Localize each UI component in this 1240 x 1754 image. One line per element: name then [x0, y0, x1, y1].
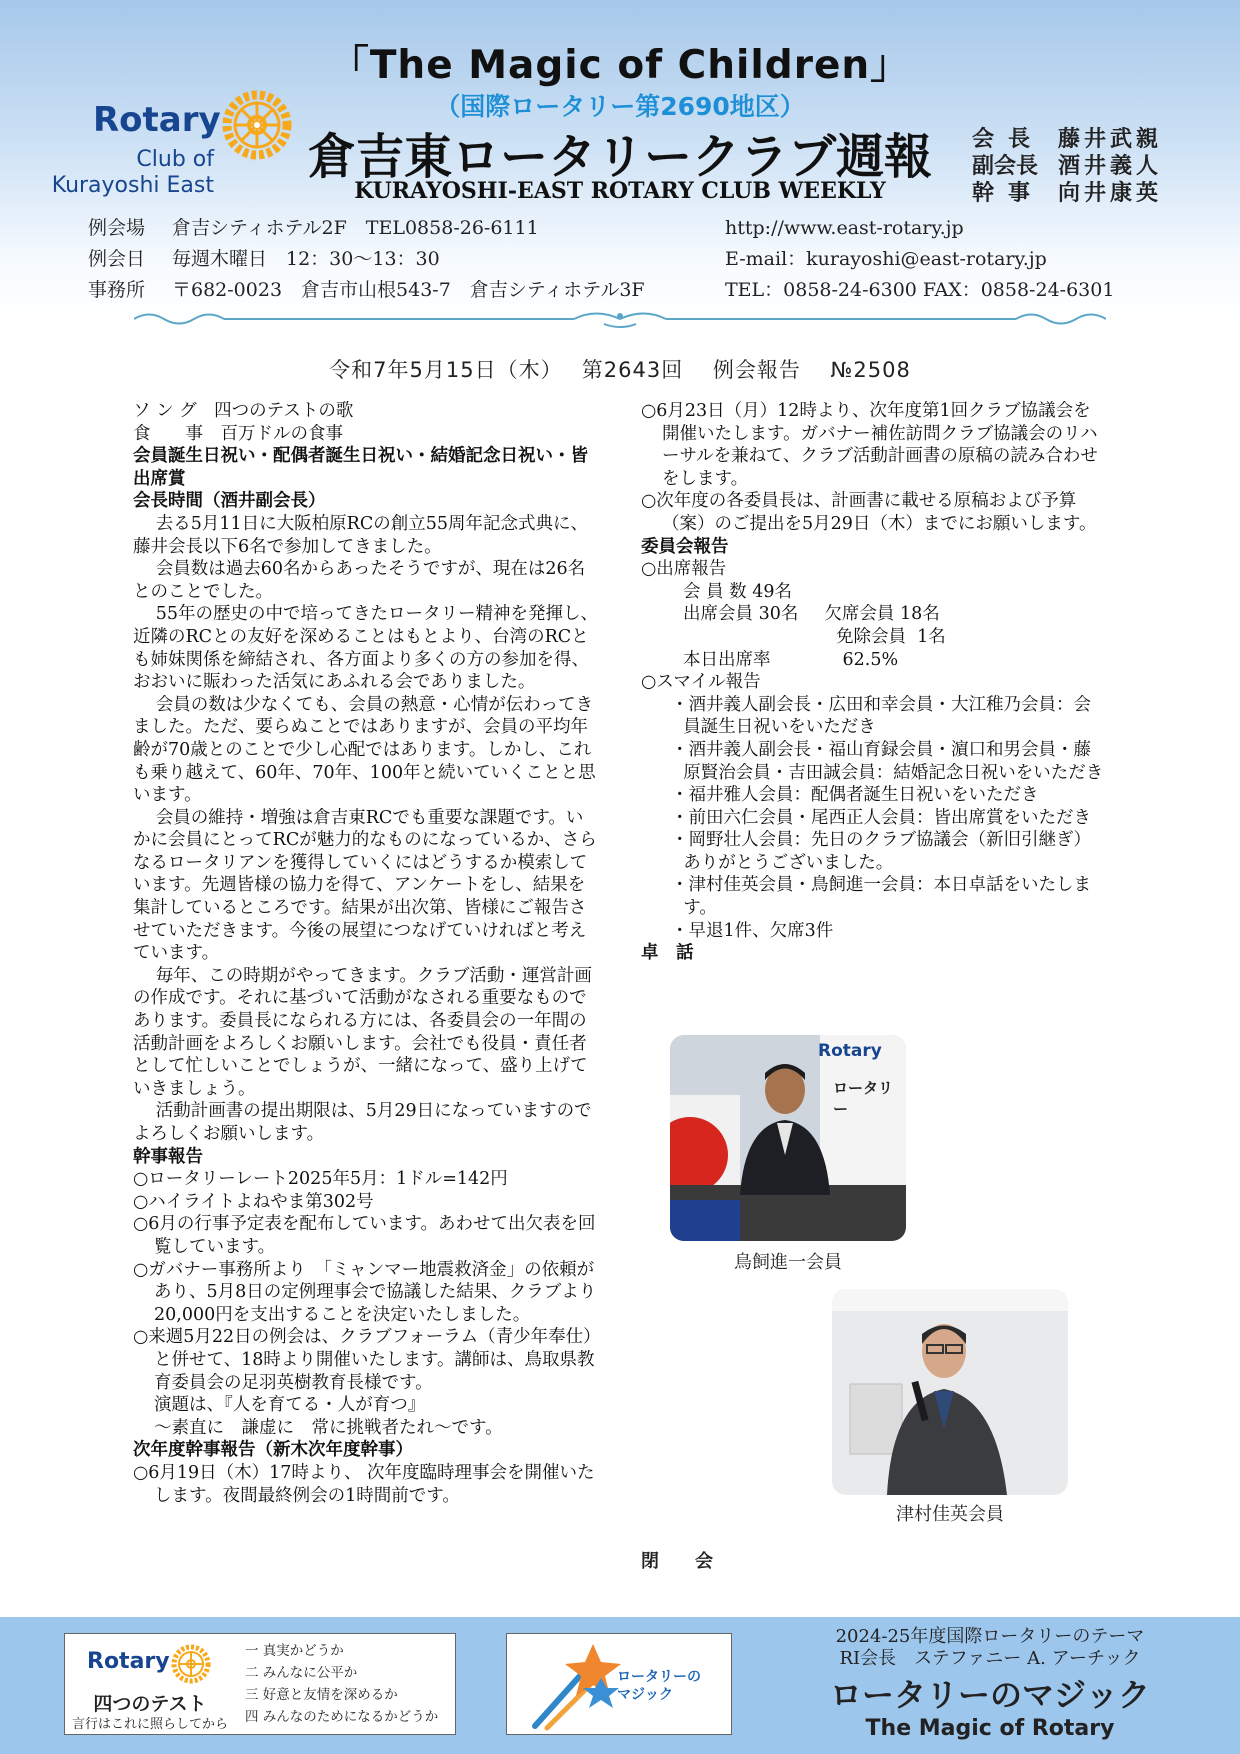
speaker-2-illustration — [832, 1289, 1068, 1495]
four-way-item: 三 好意と友情を深めるか — [245, 1687, 398, 1703]
absent-label: 欠席会員 — [824, 604, 895, 625]
four-way-item: 一 真実かどうか — [245, 1643, 344, 1659]
paragraph: 会員数は過去60名からあったそうですが、現在は26名とのことでした。 — [133, 559, 586, 602]
officer-row — [972, 180, 1162, 207]
meal-line: 食 事 百万ドルの食事 — [133, 423, 343, 444]
club-line1: Club of — [136, 147, 214, 172]
section-heading: 幹事報告 — [133, 1146, 203, 1167]
four-way-item: 四 みんなのためになるかどうか — [245, 1709, 439, 1725]
phone-fax: TEL：0858-24-6300 FAX：0858-24-6301 — [725, 279, 1115, 301]
four-way-item: 二 みんなに公平か — [245, 1665, 358, 1681]
left-column — [133, 400, 599, 1507]
slogan: 「The Magic of Children」 — [329, 43, 911, 88]
theme-title-jp: ロータリーのマジック — [829, 1676, 1150, 1714]
present-label: 出席会員 — [683, 604, 753, 625]
closing: 閉 会 — [641, 1551, 713, 1572]
officer-role: 会長 — [972, 126, 1045, 152]
theme-line: 2024-25年度国際ロータリーのテーマ — [835, 1626, 1145, 1647]
song-line: ソ ン グ 四つのテストの歌 — [133, 401, 354, 421]
list-item-continuation: ～素直に 謙虚に 常に挑戦者たれ～です。 — [154, 1417, 503, 1438]
list-item: ○来週5月22日の例会は、クラブフォーラム（青少年奉仕）と併せて、18時より開催いたします。講師は、鳥取県教育委員会の足羽英樹教育長様です。 — [133, 1327, 595, 1393]
officer-role: 副会長 — [972, 153, 1039, 179]
meeting-line: 令和7年5月15日（木） 第2643回 例会報告 №2508 — [329, 358, 911, 382]
info-row — [88, 244, 645, 275]
info-value: 倉吉シティホテル2F TEL0858-26-6111 — [172, 217, 539, 239]
info-label: 例会日 — [88, 248, 146, 270]
attendance-row — [683, 581, 1107, 604]
magic-logo-text — [617, 1668, 701, 1704]
four-way-subtitle: 言行はこれに照らしてから — [71, 1717, 228, 1732]
contact-info — [725, 213, 1114, 306]
members-label: 会 員 数 — [683, 581, 747, 602]
magic-logo-line: ロータリーの — [617, 1669, 701, 1685]
officer-name: 藤井武親 — [1058, 126, 1163, 152]
rotary-wheel-small-icon — [169, 1642, 213, 1686]
smile-list — [641, 694, 1107, 943]
paragraph: 会員の数は少なくても、会員の熱意・心情が伝わってきました。ただ、要らぬことではありますが、会員の平均年齢が70歳とのことで少し心配ではあります。しかし、これも乗り越えて、60年、70年、100年と続いていくことと思います。 — [133, 694, 596, 806]
present-value: 30名 — [758, 604, 799, 625]
officer-role: 幹事 — [972, 180, 1045, 206]
exempt-label: 免除会員 — [836, 626, 906, 647]
list-item: ○6月の行事予定表を配布しています。あわせて出欠表を回覧しています。 — [133, 1214, 596, 1257]
list-item: ○6月19日（木）17時より、 次年度臨時理事会を開催いたします。夜間最終例会の1時間前です。 — [133, 1462, 595, 1506]
club-name-logo — [40, 147, 214, 199]
speaker-photo-2 — [832, 1289, 1068, 1495]
ri-president: RI会長 ステファニー A. アーチック — [839, 1648, 1141, 1669]
list-item: ・津村佳英会員・鳥飼進一会員：本日卓話をいたします。 — [671, 875, 1091, 919]
smile-heading: ○スマイル報告 — [641, 672, 761, 693]
theme-title-en: The Magic of Rotary — [865, 1716, 1115, 1741]
rate-label: 本日出席率 — [683, 649, 771, 670]
list-item: ○ガバナー事務所より 「ミャンマー地震救済金」の依頼があり、5月8日の定例理事会で協議した結果、クラブより20,000円を支出することを決定いたしました。 — [133, 1259, 597, 1325]
rotary-wheel-icon — [218, 86, 296, 164]
page-subtitle: KURAYOSHI-EAST ROTARY CLUB WEEKLY — [354, 178, 886, 204]
paragraph: 55年の歴史の中で培ってきたロータリー精神を発揮し、近隣のRCとの友好を深めることはもとより、台湾のRCとも姉妹関係を締結され、各方面より多くの方の参加を得、おおいに賑わった活気にあふれる会でありました。 — [133, 604, 599, 693]
info-label: 例会場 — [88, 217, 146, 239]
section-heading: 卓 話 — [641, 943, 694, 964]
photo-sign-text: Rotary — [818, 1041, 882, 1061]
section-heading: 委員会報告 — [641, 536, 729, 557]
officer-name: 酒井義人 — [1058, 153, 1163, 179]
info-value: 毎週木曜日 12：30～13：30 — [172, 248, 440, 270]
rate-value: 62.5% — [842, 649, 899, 670]
info-label: 事務所 — [88, 279, 146, 301]
photo-caption: 鳥飼進一会員 — [734, 1252, 842, 1273]
list-item: ・岡野壮人会員：先日のクラブ協議会（新旧引継ぎ）ありがとうございました。 — [671, 830, 1091, 873]
list-item: ・福井雅人会員：配偶者誕生日祝いをいただき — [671, 785, 1039, 806]
attendance-row — [683, 649, 1107, 672]
paragraph: 会員の維持・増強は倉吉東RCでも重要な課題です。いかに会員にとってRCが魅力的なものになっているか、さらなるロータリアンを獲得していくにはどうするか模索しています。先週皆様の協力を得て、アンケートをし、結果を集計しているところです。結果が出次第、皆様にご報告させていただきます。今後の展望につなげていければと考えています。 — [133, 807, 597, 964]
absent-value: 18名 — [899, 604, 940, 625]
section-heading: 会員誕生日祝い・配偶者誕生日祝い・結婚記念日祝い・皆出席賞 — [133, 446, 588, 489]
ri-theme — [790, 1626, 1190, 1742]
magic-logo-line: マジック — [617, 1687, 673, 1703]
exempt-value: 1名 — [917, 626, 946, 647]
info-value: 〒682-0023 倉吉市山根543-7 倉吉シティホテル3F — [172, 279, 645, 301]
list-item: ○次年度の各委員長は、計画書に載せる原稿および予算（案）のご提出を5月29日（木）までにお願いします。 — [641, 491, 1097, 534]
four-way-items — [245, 1640, 438, 1728]
speaker-photo-1 — [670, 1035, 906, 1241]
district: （国際ロータリー第2690地区） — [435, 92, 805, 121]
attendance-row — [683, 626, 1107, 649]
list-item: ○6月23日（月）12時より、次年度第1回クラブ協議会を開催いたします。ガバナー補佐訪問クラブ協議会のリハーサルを兼ねて、クラブ活動計画書の原稿の読み合わせをします。 — [641, 401, 1098, 489]
club-line2: Kurayoshi East — [51, 173, 214, 198]
section-heading: 会長時間（酒井副会長） — [133, 491, 326, 512]
officers-list — [972, 126, 1162, 207]
list-item: ○ハイライトよねやま第302号 — [133, 1191, 374, 1212]
list-item-continuation: 演題は、『人を育てる・人が育つ』 — [154, 1395, 426, 1416]
ornament-divider — [134, 308, 1106, 330]
meeting-info — [88, 213, 645, 306]
list-item: ・早退1件、欠席3件 — [671, 920, 834, 941]
email-link[interactable]: E-mail：kurayoshi@east-rotary.jp — [725, 248, 1047, 270]
list-item: ・前田六仁会員・尾西正人会員：皆出席賞をいただき — [671, 807, 1091, 828]
website-link[interactable]: http://www.east-rotary.jp — [725, 217, 964, 239]
attendance-table — [641, 581, 1107, 671]
section-heading: 次年度幹事報告（新木次年度幹事） — [133, 1440, 413, 1461]
page-title: 倉吉東ロータリークラブ週報 — [307, 129, 932, 185]
photo-caption: 津村佳英会員 — [896, 1504, 1004, 1525]
rotary-wordmark-small: Rotary — [87, 1649, 170, 1674]
right-column — [641, 400, 1107, 965]
paragraph: 毎年、この時期がやってきます。クラブ活動・運営計画の作成です。それに基づいて活動がなされる重要なものであります。委員長になられる方には、各委員会の一年間の活動計画をよろしくお願いします。会社でも役員・責任者として忙しいことでしょうが、一緒になって、盛り上げていきましょう。 — [133, 965, 592, 1099]
paragraph: 活動計画書の提出期限は、5月29日になっていますのでよろしくお願いします。 — [133, 1101, 592, 1144]
list-item: ○ロータリーレート2025年5月：1ドル=142円 — [133, 1169, 508, 1190]
attendance-row — [683, 603, 1107, 626]
list-item: ・酒井義人副会長・福山育録会員・濵口和男会員・藤原賢治会員・吉田誠会員：結婚記念日祝いをいただき — [671, 739, 1104, 783]
officer-name: 向井康英 — [1058, 180, 1163, 206]
officer-row — [972, 153, 1162, 180]
speaker-1-illustration — [670, 1035, 906, 1241]
paragraph: 去る5月11日に大阪柏原RCの創立55周年記念式典に、藤井会長以下6名で参加してきました。 — [133, 513, 588, 557]
members-value: 49名 — [752, 581, 792, 602]
info-row — [88, 275, 645, 306]
officer-row — [972, 126, 1162, 153]
attendance-heading: ○出席報告 — [641, 559, 727, 580]
rotary-wordmark: Rotary — [93, 100, 221, 140]
four-way-test-box — [64, 1633, 456, 1735]
info-row — [88, 213, 645, 244]
list-item: ・酒井義人副会長・広田和幸会員・大江稚乃会員：会員誕生日祝いをいただき — [671, 694, 1091, 738]
magic-logo-box — [506, 1633, 732, 1735]
four-way-title: 四つのテスト — [93, 1693, 207, 1715]
photo-sign-text: ロータリー — [833, 1079, 894, 1118]
